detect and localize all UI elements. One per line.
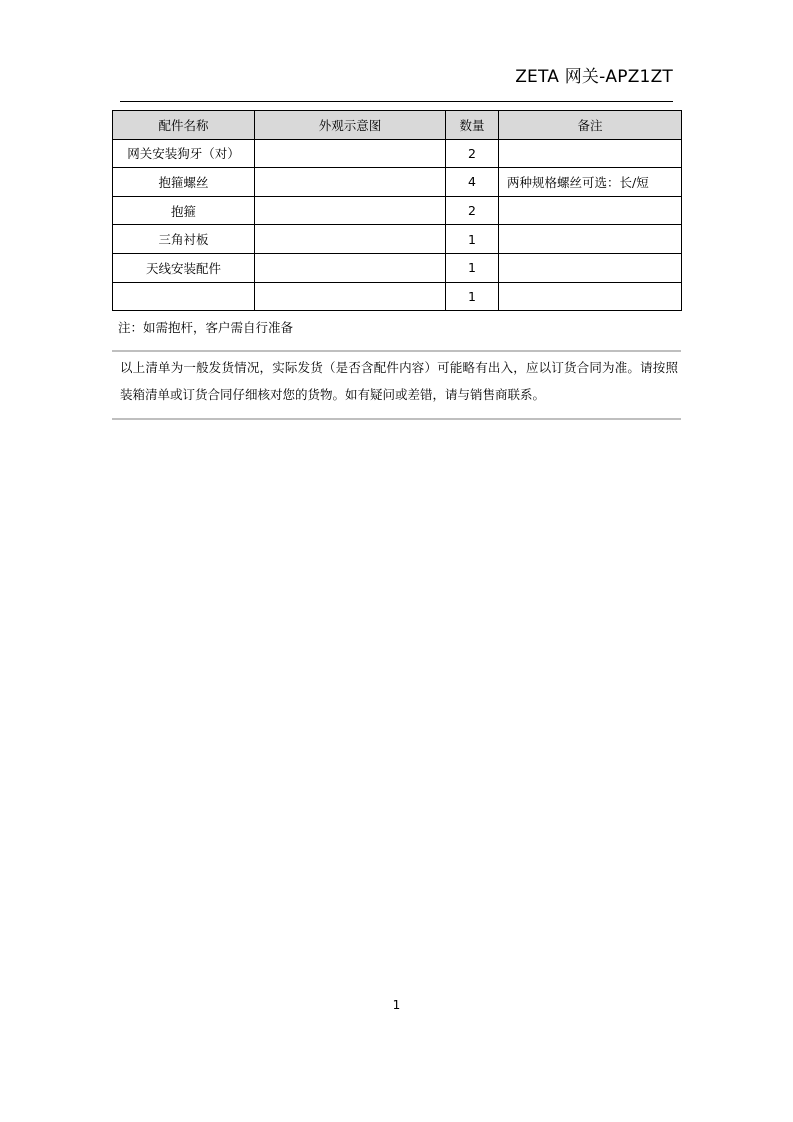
part-quantity-cell: 2 <box>446 139 499 168</box>
table-row <box>113 225 682 254</box>
table-row <box>113 168 682 197</box>
part-name-cell: 三角衬板 <box>113 225 255 254</box>
part-quantity-cell: 2 <box>446 196 499 225</box>
column-header-remark: 备注 <box>499 111 682 140</box>
part-quantity-cell: 1 <box>446 282 499 311</box>
part-quantity-cell: 1 <box>446 253 499 282</box>
page-number: 1 <box>392 998 401 1012</box>
part-image-cell <box>255 282 446 311</box>
part-remark-cell <box>499 225 682 254</box>
part-image-cell <box>255 168 446 197</box>
part-name-cell <box>113 282 255 311</box>
column-header-quantity: 数量 <box>446 111 499 140</box>
part-remark-cell <box>499 139 682 168</box>
part-remark-cell: 两种规格螺丝可选：长/短 <box>499 168 682 197</box>
parts-list-table <box>112 110 682 311</box>
part-name-cell: 抱箍螺丝 <box>113 168 255 197</box>
disclaimer-paragraph: 以上清单为一般发货情况，实际发货（是否含配件内容）可能略有出入，应以订货合同为准。请按照装箱清单或订货合同仔细核对您的货物。如有疑问或差错，请与销售商联系。 <box>120 360 678 402</box>
part-image-cell <box>255 225 446 254</box>
part-quantity-cell: 4 <box>446 168 499 197</box>
header-divider <box>120 101 673 102</box>
part-quantity-cell: 1 <box>446 225 499 254</box>
part-name-cell: 网关安装狗牙（对） <box>113 139 255 168</box>
table-row <box>113 282 682 311</box>
part-name-cell: 天线安装配件 <box>113 253 255 282</box>
document-title: ZETA 网关-APZ1ZT <box>515 67 673 87</box>
part-name-cell: 抱箍 <box>113 196 255 225</box>
part-image-cell <box>255 196 446 225</box>
part-remark-cell <box>499 196 682 225</box>
table-header-row <box>113 111 682 140</box>
part-remark-cell <box>499 253 682 282</box>
column-header-name: 配件名称 <box>113 111 255 140</box>
column-header-image: 外观示意图 <box>255 111 446 140</box>
part-image-cell <box>255 253 446 282</box>
table-row <box>113 253 682 282</box>
part-remark-cell <box>499 282 682 311</box>
table-note: 注：如需抱杆，客户需自行准备 <box>118 320 294 335</box>
disclaimer-bottom-divider <box>112 418 681 420</box>
table-row <box>113 139 682 168</box>
disclaimer-top-divider <box>112 350 681 352</box>
table-row <box>113 196 682 225</box>
part-image-cell <box>255 139 446 168</box>
